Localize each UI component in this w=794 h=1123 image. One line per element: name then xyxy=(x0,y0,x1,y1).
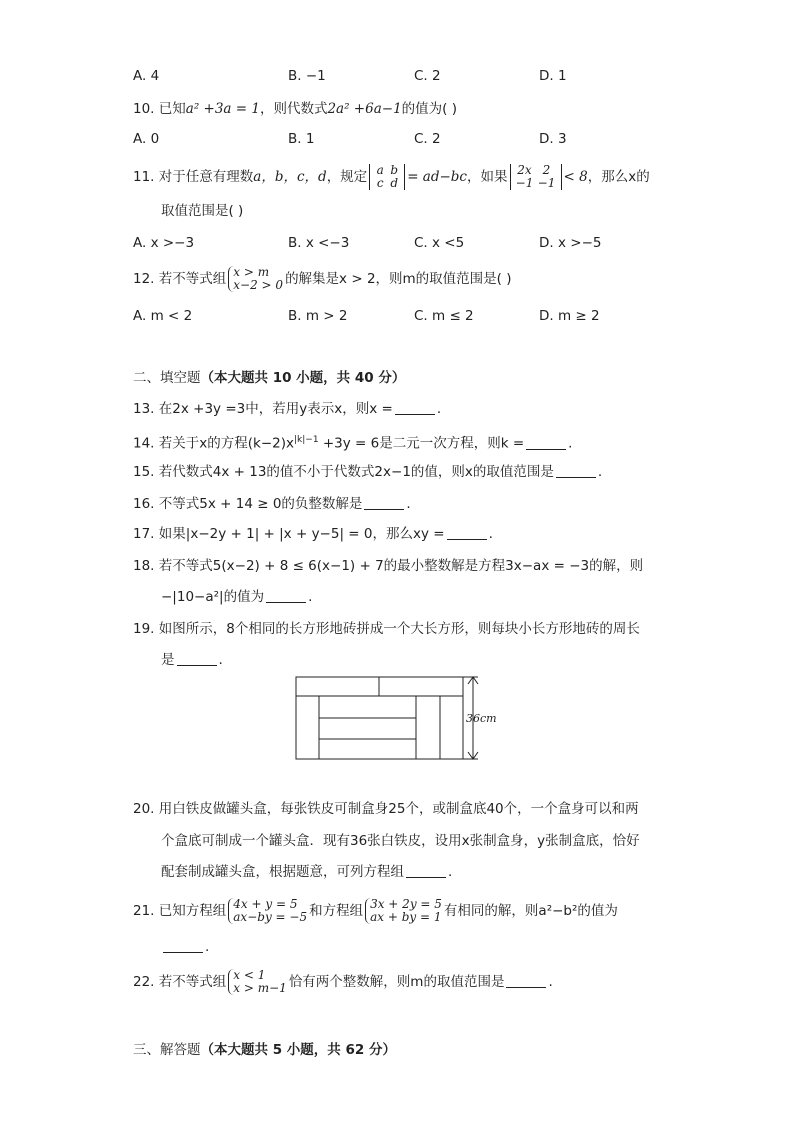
question-13: 13. 在2x +3y =3中，若用y表示x，则x = . xyxy=(133,401,442,417)
q11-option-b: B. x <−3 xyxy=(288,235,350,251)
q9-option-d: D. 1 xyxy=(539,68,567,84)
inequality-system: x < 1 x > m−1 xyxy=(228,969,287,995)
section-2-heading: 二、填空题（本大题共 10 小题，共 40 分） xyxy=(133,370,406,386)
question-number: 12. xyxy=(133,271,155,287)
answer-blank[interactable] xyxy=(556,463,596,478)
q12-option-b: B. m > 2 xyxy=(288,308,348,324)
question-11: 11. 对于任意有理数a，b，c，d，规定 a b c d = ad−bc，如果 2x 2 −1 −1 < 8，那么x的 xyxy=(133,163,650,190)
q12-option-a: A. m < 2 xyxy=(133,308,193,324)
question-22: 22. 若不等式组 x < 1 x > m−1 恰有两个整数解，则m的取值范围是 . xyxy=(133,968,553,995)
q12-option-d: D. m ≥ 2 xyxy=(539,308,600,324)
tile-figure xyxy=(290,672,510,764)
question-20: 20. 用白铁皮做罐头盒，每张铁皮可制盒身25个，或制盒底40个，一个盒身可以和两 xyxy=(133,801,639,817)
answer-blank[interactable] xyxy=(266,588,306,603)
question-20-line2: 个盒底可制成一个罐头盒．现有36张白铁皮，设用x张制盒身，y张制盒底，恰好 xyxy=(161,833,640,849)
q9-option-c: C. 2 xyxy=(414,68,441,84)
question-12: 12. 若不等式组 x > m x−2 > 0 的解集是x > 2，则m的取值范围是( ) xyxy=(133,265,512,292)
question-21: 21. 已知方程组 4x + y = 5 ax−by = −5 和方程组 3x + 2y = 5 ax + by = 1 有相同的解，则a²−b²的值为 xyxy=(133,897,618,924)
answer-blank[interactable] xyxy=(526,435,566,450)
answer-blank[interactable] xyxy=(364,495,404,510)
q11-option-a: A. x >−3 xyxy=(133,235,195,251)
q10-option-c: C. 2 xyxy=(414,131,441,147)
answer-blank[interactable] xyxy=(163,938,203,953)
q10-option-b: B. 1 xyxy=(288,131,315,147)
question-10: 10. 已知a² +3a = 1，则代数式2a² +6a−1的值为( ) xyxy=(133,101,457,117)
equation-system-2: 3x + 2y = 5 ax + by = 1 xyxy=(365,898,442,924)
determinant-definition: a b c d xyxy=(369,164,405,190)
determinant-condition: 2x 2 −1 −1 xyxy=(510,164,562,190)
q11-option-c: C. x <5 xyxy=(414,235,465,251)
q9-option-a: A. 4 xyxy=(133,68,160,84)
question-15: 15. 若代数式4x + 13的值不小于代数式2x−1的值，则x的取值范围是 . xyxy=(133,464,603,480)
inequality-system: x > m x−2 > 0 xyxy=(228,266,283,292)
question-18-line2: −|10−a²|的值为 . xyxy=(161,589,313,605)
q10-option-d: D. 3 xyxy=(539,131,567,147)
question-number: 11. xyxy=(133,169,155,185)
answer-blank[interactable] xyxy=(447,525,487,540)
answer-blank[interactable] xyxy=(506,973,546,988)
question-19-line2: 是 . xyxy=(161,652,223,668)
answer-blank[interactable] xyxy=(406,863,446,878)
question-14: 14. 若关于x的方程$(k-2)x^{|k|-1} +3y = 6$是二元一次方程，则k = . xyxy=(133,435,573,452)
section-3-heading: 三、解答题（本大题共 5 小题，共 62 分） xyxy=(133,1042,396,1058)
question-19: 19. 如图所示，8个相同的长方形地砖拼成一个大长方形，则每块小长方形地砖的周长 xyxy=(133,621,640,637)
answer-blank[interactable] xyxy=(177,651,217,666)
dimension-label: 36cm xyxy=(466,712,497,725)
q12-option-c: C. m ≤ 2 xyxy=(414,308,474,324)
answer-blank[interactable] xyxy=(395,400,435,415)
question-17: 17. 如果|x−2y + 1| + |x + y−5| = 0，那么xy = . xyxy=(133,526,493,542)
question-21-line2: . xyxy=(161,937,209,957)
q10-option-a: A. 0 xyxy=(133,131,160,147)
question-11-line2: 取值范围是( ) xyxy=(161,203,244,219)
q11-option-d: D. x >−5 xyxy=(539,235,602,251)
q9-option-b: B. −1 xyxy=(288,68,326,84)
question-20-line3: 配套制成罐头盒，根据题意，可列方程组 . xyxy=(161,864,453,880)
question-16: 16. 不等式5x + 14 ≥ 0的负整数解是 . xyxy=(133,496,411,512)
question-number: 10. xyxy=(133,101,155,117)
question-18: 18. 若不等式5(x−2) + 8 ≤ 6(x−1) + 7的最小整数解是方程3x−ax = −3的解，则 xyxy=(133,558,644,574)
equation-system-1: 4x + y = 5 ax−by = −5 xyxy=(228,898,307,924)
